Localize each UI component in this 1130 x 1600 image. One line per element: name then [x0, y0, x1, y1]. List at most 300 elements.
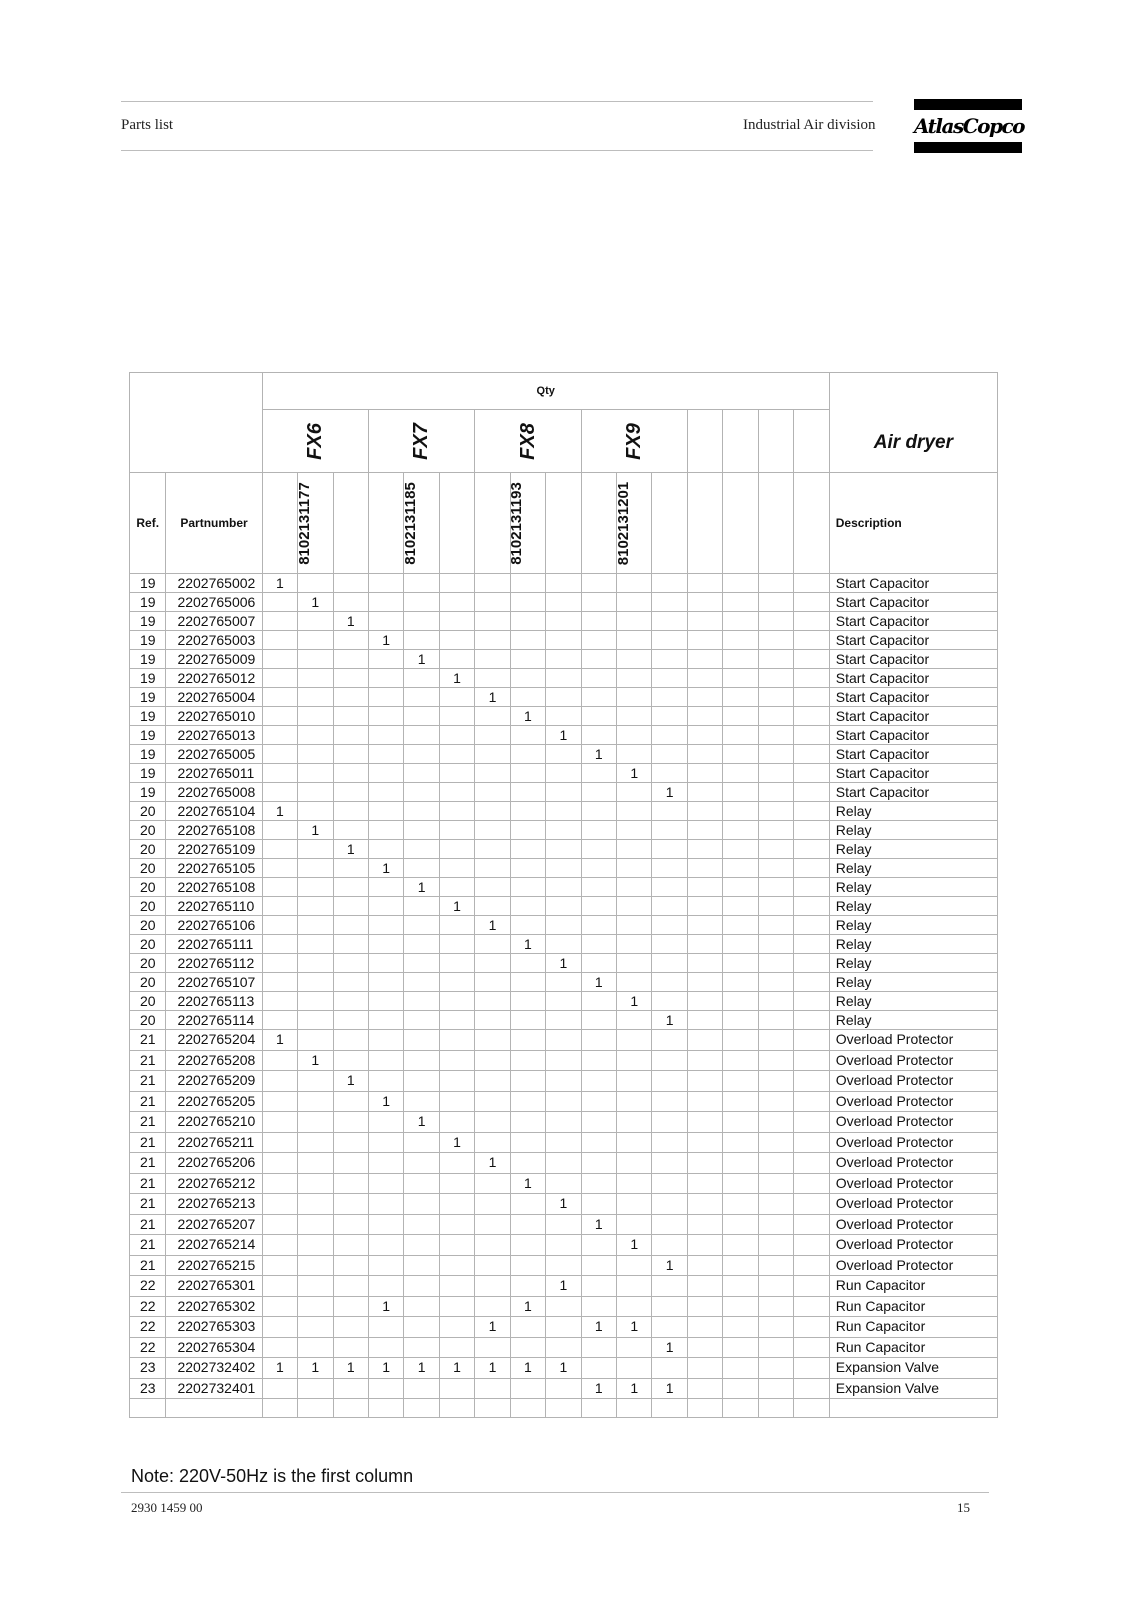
qty-cell-empty — [652, 1317, 687, 1338]
partnumber-cell: 2202732401 — [166, 1378, 262, 1399]
qty-cell-empty — [794, 973, 830, 992]
qty-cell-empty — [617, 878, 652, 897]
qty-cell-empty — [404, 1153, 439, 1174]
table-row — [130, 1173, 998, 1194]
qty-cell-empty — [617, 1276, 652, 1297]
qty-cell-empty — [687, 1030, 722, 1051]
qty-cell-empty — [617, 593, 652, 612]
qty-cell-empty — [758, 593, 793, 612]
qty-cell-empty — [439, 821, 474, 840]
qty-cell-empty — [758, 1358, 793, 1379]
qty-cell-empty — [439, 612, 474, 631]
qty-cell-empty — [298, 935, 333, 954]
qty-cell-empty — [617, 650, 652, 669]
qty-cell-empty — [546, 574, 581, 593]
qty-cell-empty — [723, 1194, 758, 1215]
qty-cell-empty — [404, 1214, 439, 1235]
qty-cell-empty — [475, 1112, 510, 1133]
ref-cell: 21 — [130, 1112, 166, 1133]
qty-cell: 1 — [404, 1112, 439, 1133]
description-cell: Overload Protector — [829, 1112, 997, 1133]
qty-cell-empty — [723, 688, 758, 707]
qty-cell-empty — [298, 1194, 333, 1215]
qty-cell-empty — [510, 840, 545, 859]
qty-cell-empty — [794, 1276, 830, 1297]
qty-cell-empty — [262, 1091, 297, 1112]
qty-cell-empty — [510, 1071, 545, 1092]
qty-cell-empty — [510, 764, 545, 783]
qty-cell-empty — [510, 745, 545, 764]
qty-cell-empty — [510, 897, 545, 916]
qty-cell-empty — [404, 669, 439, 688]
table-row — [130, 1091, 998, 1112]
qty-cell-empty — [723, 1050, 758, 1071]
qty-cell-empty — [333, 593, 368, 612]
qty-cell: 1 — [617, 1378, 652, 1399]
qty-cell-empty — [758, 916, 793, 935]
qty-cell-empty — [723, 1132, 758, 1153]
qty-cell-empty — [794, 669, 830, 688]
qty-cell-empty — [794, 840, 830, 859]
qty-cell-empty — [439, 878, 474, 897]
table-row — [130, 821, 998, 840]
qty-cell-empty — [404, 688, 439, 707]
model-header-4 — [581, 410, 687, 473]
ref-cell: 20 — [130, 954, 166, 973]
table-row — [130, 1112, 998, 1133]
qty-cell-empty — [723, 764, 758, 783]
qty-cell-empty — [687, 802, 722, 821]
qty-cell-empty — [439, 745, 474, 764]
qty-cell: 1 — [439, 897, 474, 916]
qty-cell-empty — [652, 1050, 687, 1071]
qty-cell-empty — [262, 1071, 297, 1092]
qty-cell-empty — [404, 1011, 439, 1030]
qty-cell-empty — [475, 574, 510, 593]
qty-cell-empty — [510, 1194, 545, 1215]
ref-cell: 19 — [130, 631, 166, 650]
description-cell: Start Capacitor — [829, 688, 997, 707]
qty-cell-empty — [687, 688, 722, 707]
qty-cell-empty — [687, 1378, 722, 1399]
qty-cell-empty — [652, 973, 687, 992]
qty-cell-empty — [475, 1030, 510, 1051]
qty-cell-empty — [368, 574, 403, 593]
qty-cell-empty — [333, 783, 368, 802]
qty-cell-empty — [546, 1071, 581, 1092]
qty-cell-empty — [475, 1255, 510, 1276]
qty-cell-empty — [758, 1011, 793, 1030]
qty-cell-empty — [581, 1235, 616, 1256]
qty-cell: 1 — [262, 1030, 297, 1051]
qty-cell-empty — [687, 897, 722, 916]
qty-cell: 1 — [617, 1235, 652, 1256]
partnumber-cell: 2202765003 — [166, 631, 262, 650]
qty-cell-empty — [617, 1194, 652, 1215]
qty-cell-empty — [510, 1091, 545, 1112]
description-cell: Relay — [829, 802, 997, 821]
qty-cell-empty — [298, 612, 333, 631]
qty-cell: 1 — [652, 1011, 687, 1030]
qty-cell-empty — [475, 954, 510, 973]
qty-cell-empty — [617, 954, 652, 973]
qty-cell-empty — [794, 1132, 830, 1153]
model-name: FX6 — [303, 422, 326, 460]
qty-cell-empty — [687, 1214, 722, 1235]
ref-cell: 20 — [130, 859, 166, 878]
qty-cell: 1 — [652, 1255, 687, 1276]
qty-cell-empty — [333, 1255, 368, 1276]
qty-cell: 1 — [333, 1358, 368, 1379]
qty-cell-empty — [581, 612, 616, 631]
qty-cell-empty — [723, 992, 758, 1011]
qty-cell-empty — [687, 707, 722, 726]
qty-cell-empty — [333, 802, 368, 821]
qty-cell-empty — [262, 1317, 297, 1338]
qty-cell-empty — [723, 669, 758, 688]
qty-cell-empty — [262, 1214, 297, 1235]
qty-cell-empty — [333, 1011, 368, 1030]
partnumber-cell: 2202765211 — [166, 1132, 262, 1153]
qty-cell-empty — [404, 1276, 439, 1297]
qty-cell-empty — [333, 1030, 368, 1051]
qty-cell-empty — [546, 1091, 581, 1112]
qty-cell-empty — [475, 707, 510, 726]
qty-cell: 1 — [368, 1091, 403, 1112]
qty-cell-empty — [439, 1214, 474, 1235]
qty-cell: 1 — [510, 1358, 545, 1379]
model-header-3 — [475, 410, 581, 473]
qty-cell-empty — [262, 954, 297, 973]
qty-cell-empty — [758, 745, 793, 764]
corner-cell — [130, 373, 263, 473]
qty-cell-empty — [404, 802, 439, 821]
qty-cell-empty — [404, 992, 439, 1011]
qty-cell-empty — [652, 1173, 687, 1194]
table-row — [130, 650, 998, 669]
qty-cell-empty — [546, 821, 581, 840]
ref-cell: 21 — [130, 1194, 166, 1215]
qty-cell-empty — [723, 1255, 758, 1276]
qty-cell-empty — [333, 992, 368, 1011]
qty-cell-empty — [475, 1378, 510, 1399]
qty-cell-empty — [368, 1194, 403, 1215]
qty-cell-empty — [368, 1317, 403, 1338]
qty-cell-empty — [368, 783, 403, 802]
qty-cell-empty — [794, 1214, 830, 1235]
qty-cell-empty — [368, 707, 403, 726]
qty-cell-empty — [581, 821, 616, 840]
qty-cell-empty — [546, 745, 581, 764]
qty-cell-empty — [510, 1132, 545, 1153]
qty-cell-empty — [298, 878, 333, 897]
empty-cell — [130, 1399, 166, 1418]
qty-cell-empty — [581, 1112, 616, 1133]
qty-cell-empty — [687, 1091, 722, 1112]
qty-cell-empty — [687, 631, 722, 650]
qty-cell-empty — [546, 1030, 581, 1051]
qty-cell-empty — [262, 973, 297, 992]
qty-cell-empty — [333, 954, 368, 973]
qty-cell-empty — [687, 916, 722, 935]
qty-cell-empty — [475, 669, 510, 688]
partnumber-cell: 2202765109 — [166, 840, 262, 859]
qty-cell-empty — [581, 954, 616, 973]
qty-cell-empty — [617, 574, 652, 593]
qty-cell-empty — [368, 1235, 403, 1256]
qty-cell-empty — [758, 1071, 793, 1092]
qty-cell-empty — [687, 1276, 722, 1297]
model-name: FX7 — [410, 422, 433, 460]
qty-cell-empty — [546, 669, 581, 688]
qty-cell-empty — [298, 1296, 333, 1317]
qty-cell-empty — [368, 650, 403, 669]
qty-cell-empty — [723, 878, 758, 897]
qty-cell-empty — [298, 650, 333, 669]
model-header-1 — [262, 410, 368, 473]
qty-cell-empty — [262, 612, 297, 631]
qty-cell-empty — [546, 688, 581, 707]
qty-cell-empty — [794, 1173, 830, 1194]
qty-cell-empty — [404, 954, 439, 973]
qty-cell: 1 — [652, 1378, 687, 1399]
ref-cell: 19 — [130, 574, 166, 593]
qty-cell-empty — [546, 783, 581, 802]
qty-cell: 1 — [298, 593, 333, 612]
qty-cell-empty — [475, 745, 510, 764]
qty-cell: 1 — [404, 878, 439, 897]
qty-cell: 1 — [510, 1296, 545, 1317]
ref-cell: 21 — [130, 1030, 166, 1051]
qty-cell-empty — [652, 840, 687, 859]
qty-cell-empty — [617, 1091, 652, 1112]
qty-cell-empty — [794, 878, 830, 897]
table-row — [130, 1194, 998, 1215]
table-row — [130, 802, 998, 821]
qty-cell-empty — [723, 1153, 758, 1174]
qty-cell-empty — [475, 840, 510, 859]
ref-cell: 22 — [130, 1296, 166, 1317]
qty-cell-empty — [652, 1235, 687, 1256]
qty-cell-empty — [723, 650, 758, 669]
qty-column-header-empty — [758, 473, 793, 574]
partnumber-cell: 2202765013 — [166, 726, 262, 745]
qty-cell-empty — [262, 1337, 297, 1358]
qty-cell-empty — [546, 1011, 581, 1030]
qty-cell-empty — [439, 1276, 474, 1297]
qty-cell-empty — [758, 764, 793, 783]
qty-cell-empty — [581, 1030, 616, 1051]
qty-cell: 1 — [546, 1358, 581, 1379]
logo-bottom-bar — [914, 142, 1022, 153]
qty-cell-empty — [298, 1214, 333, 1235]
partnumber-cell: 2202765008 — [166, 783, 262, 802]
qty-cell-empty — [404, 707, 439, 726]
qty-cell-empty — [687, 1317, 722, 1338]
partnumber-cell: 2202765302 — [166, 1296, 262, 1317]
qty-cell-empty — [298, 916, 333, 935]
qty-column-header-empty — [333, 473, 368, 574]
qty-cell-empty — [404, 726, 439, 745]
ref-cell: 22 — [130, 1276, 166, 1297]
qty-cell-empty — [368, 878, 403, 897]
qty-cell-empty — [581, 1255, 616, 1276]
qty-cell-empty — [510, 688, 545, 707]
qty-cell: 1 — [475, 688, 510, 707]
qty-cell-empty — [687, 1358, 722, 1379]
qty-cell-empty — [758, 1132, 793, 1153]
qty-cell-empty — [510, 1378, 545, 1399]
qty-cell-empty — [333, 1296, 368, 1317]
ref-cell: 20 — [130, 802, 166, 821]
qty-cell-empty — [333, 1235, 368, 1256]
qty-cell-empty — [262, 631, 297, 650]
partnumber-cell: 2202765303 — [166, 1317, 262, 1338]
qty-cell-empty — [794, 1296, 830, 1317]
ref-cell: 21 — [130, 1050, 166, 1071]
qty-cell-empty — [510, 1317, 545, 1338]
partnumber-cell: 2202765104 — [166, 802, 262, 821]
description-cell: Relay — [829, 1011, 997, 1030]
qty-heading: Qty — [262, 373, 829, 410]
description-cell: Relay — [829, 973, 997, 992]
empty-cell — [368, 1399, 403, 1418]
qty-cell-empty — [262, 688, 297, 707]
description-cell: Overload Protector — [829, 1194, 997, 1215]
qty-cell-empty — [333, 669, 368, 688]
qty-cell-empty — [298, 954, 333, 973]
qty-cell-empty — [439, 764, 474, 783]
qty-cell-empty — [687, 1296, 722, 1317]
qty-cell-empty — [723, 1173, 758, 1194]
qty-cell-empty — [687, 954, 722, 973]
table-row — [130, 1358, 998, 1379]
qty-cell-empty — [723, 916, 758, 935]
qty-cell-empty — [581, 840, 616, 859]
qty-cell-empty — [333, 707, 368, 726]
qty-cell-empty — [687, 859, 722, 878]
qty-cell: 1 — [439, 1132, 474, 1153]
qty-cell-empty — [546, 1173, 581, 1194]
ref-cell: 21 — [130, 1255, 166, 1276]
qty-cell-empty — [475, 1132, 510, 1153]
qty-cell-empty — [475, 1011, 510, 1030]
qty-cell-empty — [546, 1255, 581, 1276]
qty-cell-empty — [404, 1091, 439, 1112]
description-cell: Overload Protector — [829, 1214, 997, 1235]
qty-cell-empty — [546, 1317, 581, 1338]
qty-cell-empty — [687, 612, 722, 631]
qty-cell-empty — [404, 1378, 439, 1399]
table-row — [130, 1132, 998, 1153]
qty-cell: 1 — [510, 707, 545, 726]
qty-cell-empty — [298, 1030, 333, 1051]
qty-cell-empty — [652, 916, 687, 935]
qty-cell-empty — [439, 1153, 474, 1174]
qty-cell-empty — [581, 688, 616, 707]
ref-cell: 20 — [130, 916, 166, 935]
ref-cell: 20 — [130, 935, 166, 954]
qty-cell-empty — [368, 897, 403, 916]
qty-cell-empty — [333, 1194, 368, 1215]
qty-cell-empty — [687, 726, 722, 745]
ref-cell: 20 — [130, 878, 166, 897]
qty-cell-empty — [581, 1173, 616, 1194]
qty-cell-empty — [687, 783, 722, 802]
qty-cell-empty — [368, 726, 403, 745]
qty-cell: 1 — [262, 1358, 297, 1379]
empty-cell — [829, 1399, 997, 1418]
description-cell: Relay — [829, 954, 997, 973]
table-row — [130, 574, 998, 593]
qty-cell-empty — [723, 954, 758, 973]
qty-cell-empty — [475, 973, 510, 992]
ref-cell: 21 — [130, 1132, 166, 1153]
qty-cell-empty — [510, 802, 545, 821]
qty-cell-empty — [510, 1337, 545, 1358]
qty-column-header-empty — [794, 473, 830, 574]
table-row — [130, 1337, 998, 1358]
qty-cell-empty — [298, 1255, 333, 1276]
qty-cell-empty — [652, 1091, 687, 1112]
table-row — [130, 783, 998, 802]
qty-cell-empty — [723, 973, 758, 992]
qty-cell-empty — [758, 1235, 793, 1256]
qty-cell-empty — [723, 593, 758, 612]
qty-cell-empty — [475, 1296, 510, 1317]
partnumber-cell: 2202765009 — [166, 650, 262, 669]
qty-cell-empty — [262, 1011, 297, 1030]
qty-cell-empty — [617, 669, 652, 688]
qty-cell-empty — [439, 992, 474, 1011]
qty-cell-empty — [687, 669, 722, 688]
qty-cell-empty — [794, 1194, 830, 1215]
qty-cell-empty — [581, 593, 616, 612]
qty-cell-empty — [333, 859, 368, 878]
qty-cell-empty — [475, 593, 510, 612]
qty-cell-empty — [333, 821, 368, 840]
qty-cell-empty — [617, 897, 652, 916]
qty-cell-empty — [404, 859, 439, 878]
ref-cell: 20 — [130, 992, 166, 1011]
qty-cell-empty — [368, 1132, 403, 1153]
qty-cell-empty — [794, 1011, 830, 1030]
description-cell: Relay — [829, 821, 997, 840]
qty-cell: 1 — [475, 1153, 510, 1174]
qty-cell-empty — [652, 802, 687, 821]
qty-cell-empty — [475, 764, 510, 783]
table-row — [130, 1050, 998, 1071]
qty-cell-empty — [368, 1030, 403, 1051]
table-row — [130, 973, 998, 992]
qty-cell-empty — [404, 1030, 439, 1051]
table-row — [130, 1214, 998, 1235]
qty-column-header-empty — [439, 473, 474, 574]
qty-cell-empty — [262, 1112, 297, 1133]
qty-cell-empty — [333, 1214, 368, 1235]
header-bottom-rule — [121, 150, 873, 151]
ref-cell: 21 — [130, 1235, 166, 1256]
qty-cell-empty — [333, 764, 368, 783]
description-cell: Relay — [829, 859, 997, 878]
empty-cell — [652, 1399, 687, 1418]
qty-cell-empty — [652, 935, 687, 954]
qty-cell-empty — [475, 1050, 510, 1071]
partnumber-column-header: Partnumber — [166, 473, 262, 574]
qty-cell-empty — [368, 973, 403, 992]
description-cell: Start Capacitor — [829, 593, 997, 612]
qty-cell-empty — [475, 1194, 510, 1215]
